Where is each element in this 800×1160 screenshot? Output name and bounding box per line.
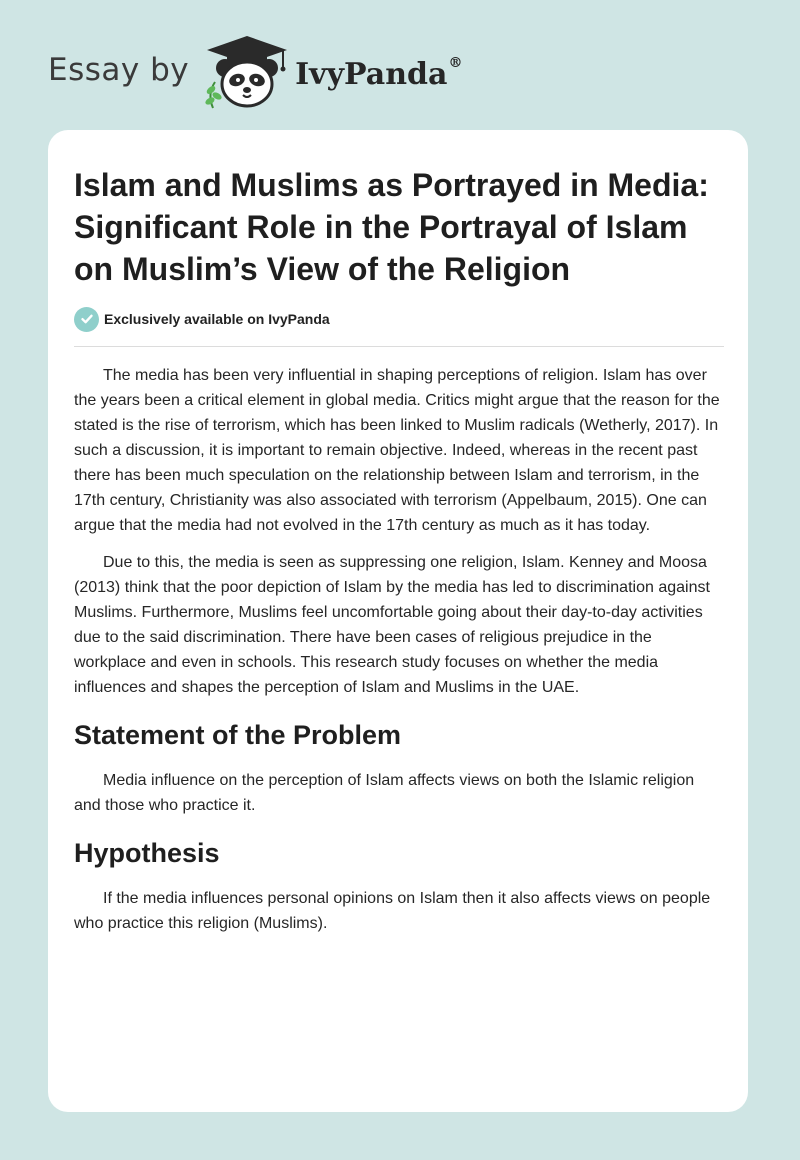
exclusive-label: Exclusively available on IvyPanda — [104, 311, 330, 327]
essay-title: Islam and Muslims as Portrayed in Media: Significant Role in the Portrayal of Islam on Muslim’s View of the Religion — [74, 167, 709, 287]
paragraph: If the media influences personal opinions on Islam then it also affects views on people who practice this religion (Muslims). — [74, 890, 711, 932]
divider — [74, 346, 724, 347]
paragraph: Due to this, the media is seen as suppressing one religion, Islam. Kenney and Moosa (2013) think that the poor depiction of Islam by the media has led to discrimination against Muslims. Furthermore, Muslims feel uncomfortable going about their day-to-day activities due to the said discrimination. There have been cases of religious prejudice in the workplace and even in schools. This research study focuses on whether the media influences and shapes the perception of Islam and Muslims in the UAE. — [74, 554, 710, 696]
section-heading: Hypothesis — [74, 838, 220, 868]
brand-name[interactable]: IvyPanda® — [295, 54, 463, 92]
panda-logo-icon[interactable] — [203, 34, 291, 110]
section-heading: Statement of the Problem — [74, 720, 402, 750]
essay-card — [48, 130, 748, 1112]
registered-mark: ® — [448, 54, 463, 71]
site-header — [48, 34, 462, 110]
paragraph: The media has been very influential in shaping perceptions of religion. Islam has over the years been a critical element in global media. Critics might argue that the reason for the stated is the rise of terrorism, which has been linked to Muslim radicals (Wetherly, 2017). In such a discussion, it is important to remain objective. Indeed, whereas in the recent past there has been much speculation on the relationship between Islam and terrorism, in the 17th century, Christianity was also associated with terrorism (Appelbaum, 2015). One can argue that the media had not evolved in the 17th century as much as it has today. — [74, 367, 720, 534]
essay-by-label: Essay by — [48, 52, 190, 88]
check-icon — [74, 307, 99, 332]
exclusive-badge — [74, 306, 722, 332]
paragraph: Media influence on the perception of Islam affects views on both the Islamic religion and those who practice it. — [74, 772, 695, 814]
